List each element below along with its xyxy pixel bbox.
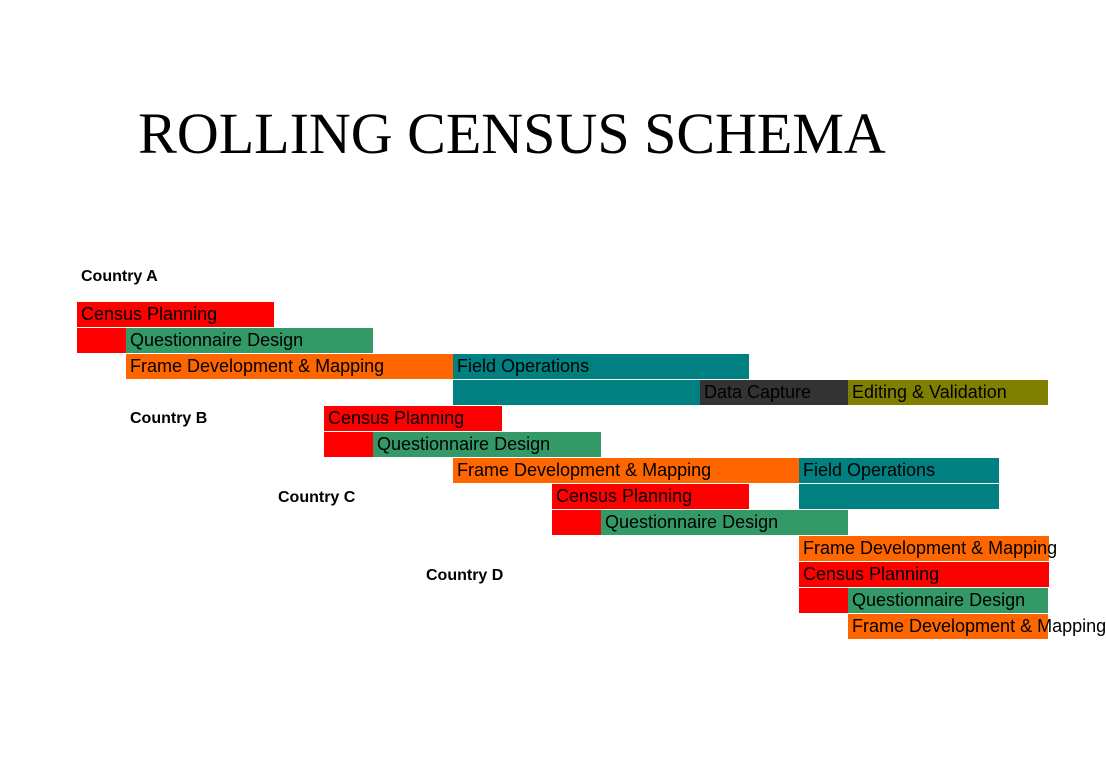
country-d-questionnaire-label: Questionnaire Design: [852, 590, 1026, 610]
country-a-label: Country A: [81, 268, 158, 285]
country-a-editing-label: Editing & Validation: [852, 382, 1007, 402]
country-a-questionnaire-label: Questionnaire Design: [130, 330, 304, 350]
country-c-census-planning-label: Census Planning: [556, 486, 693, 506]
country-d-frame-label: Frame Development & Mapping: [852, 616, 1106, 636]
country-b-label: Country B: [130, 410, 208, 427]
country-b-field-ops-bar-ext: [799, 484, 999, 509]
country-b-census-planning-label: Census Planning: [328, 408, 465, 428]
country-a-census-planning-label: Census Planning: [81, 304, 218, 324]
country-a-data-capture-label: Data Capture: [704, 382, 812, 402]
country-b-frame-label: Frame Development & Mapping: [457, 460, 712, 480]
country-a-census-planning-bar-ext: [77, 328, 126, 353]
country-c-label: Country C: [278, 489, 356, 506]
country-a-frame-label: Frame Development & Mapping: [130, 356, 385, 376]
country-c-frame-label: Frame Development & Mapping: [803, 538, 1058, 558]
country-b-census-planning-bar-ext: [324, 432, 373, 457]
country-d-census-planning-bar-ext: [799, 588, 848, 613]
country-a-field-ops-label: Field Operations: [457, 356, 590, 376]
country-c-census-planning-bar-ext: [552, 510, 601, 535]
country-d-label: Country D: [426, 567, 504, 584]
country-b-questionnaire-label: Questionnaire Design: [377, 434, 551, 454]
country-b-field-ops-label: Field Operations: [803, 460, 936, 480]
page-title: ROLLING CENSUS SCHEMA: [138, 101, 886, 166]
country-a-field-ops-bar-ext: [453, 380, 700, 405]
country-d-census-planning-label: Census Planning: [803, 564, 940, 584]
country-c-questionnaire-label: Questionnaire Design: [605, 512, 779, 532]
